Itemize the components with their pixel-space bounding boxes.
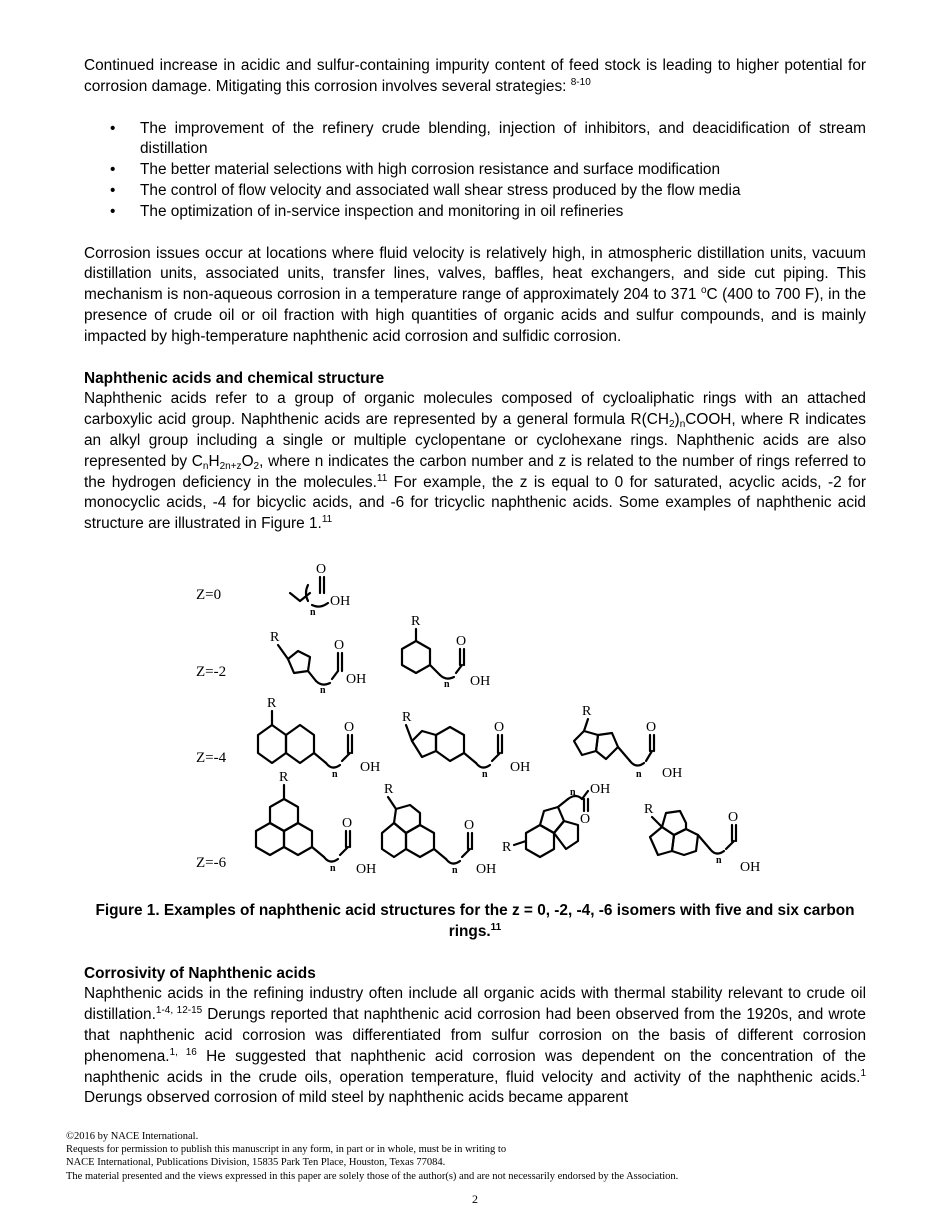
svg-text:n: n [570,786,576,798]
list-item: • The control of flow velocity and associated wall shear stress produced by the flow media [140,181,866,202]
svg-text:R: R [502,839,512,855]
molecule-z6-tricyclic-a [256,770,376,877]
svg-text:O: O [646,719,657,735]
svg-text:R: R [384,781,394,797]
strategy-list [84,119,866,223]
list-item: • The optimization of in-service inspection and monitoring in oil refineries [140,202,866,223]
svg-text:n: n [482,768,488,780]
svg-text:OH: OH [356,861,377,877]
svg-text:OH: OH [740,859,761,875]
svg-text:n: n [452,864,458,876]
svg-text:O: O [464,817,475,833]
section-heading-corrosivity: Corrosivity of Naphthenic acids [84,964,316,982]
svg-text:n: n [310,606,316,618]
section-heading-naphthenic-acids: Naphthenic acids and chemical structure [84,369,385,387]
footer-line: The material presented and the views expressed in this paper are solely those of the author(s) and are not necessarily endorsed by the Association. [66,1170,679,1182]
svg-text:n: n [332,768,338,780]
svg-text:R: R [582,703,592,719]
molecule-z4-hydrindane [402,710,530,780]
z-label: Z=-6 [196,854,227,871]
svg-text:OH: OH [346,671,367,687]
svg-text:O: O [580,811,591,827]
svg-text:n: n [636,768,642,780]
svg-text:R: R [279,769,289,785]
structure-paragraph: Naphthenic acids refer to a group of organic molecules composed of cycloaliphatic rings with an attached carboxylic acid group. Naphthenic acids are represented by a general formula $R(CH_2)_nCOOH$, where R indicates an alkyl group including a single or multiple cyclopentane or cyclohexane rings. Naphthenic acids are also represented by $C_nH_{2n+z}O_2$, where n indicates the carbon number and z is related to the number of rings referred to the hydrogen deficiency in the molecules.$^{11}$ For example, the z is equal to 0 for saturated, acyclic acids, -2 for monocyclic acids, -4 for bicyclic acids, and -6 for tricyclic naphthenic acids. Some examples of naphthenic acid structure are illustrated in Figure 1.11 [84,390,866,533]
naphthenic-acid-structures [84,555,866,891]
svg-text:OH: OH [470,673,491,689]
page-number: 2 [472,1192,478,1206]
list-item: • The better material selections with high corrosion resistance and surface modification [140,160,866,181]
svg-text:O: O [334,637,345,653]
footer-line: Requests for permission to publish this manuscript in any form, in part or in whole, must be in writing to [66,1144,507,1156]
footer-line: ©2016 by NACE International. [66,1131,199,1142]
svg-text:OH: OH [330,593,351,609]
molecule-z6-tricyclic-c [502,782,610,857]
figure-caption: Figure 1. Examples of naphthenic acid structures for the z = 0, -2, -4, -6 isomers with five and six carbon rings.$^{11}$ [95,901,855,940]
list-item: • The improvement of the refinery crude blending, injection of inhibitors, and deacidification of stream distillation [140,119,866,161]
svg-text:O: O [728,809,739,825]
z-label: Z=-2 [196,663,227,680]
figure-1-structures [84,555,866,891]
svg-text:R: R [402,709,412,725]
svg-text:OH: OH [662,765,683,781]
svg-text:O: O [316,561,327,577]
z-label: Z=0 [196,586,222,603]
molecule-z2-cyclohexane [402,614,490,690]
svg-text:O: O [456,633,467,649]
svg-text:OH: OH [360,759,381,775]
copyright-footer [66,1130,886,1183]
footer-line: NACE International, Publications Division, 15835 Park Ten Place, Houston, Texas 77084. [66,1157,446,1169]
svg-text:OH: OH [510,759,531,775]
svg-text:R: R [267,695,277,711]
svg-text:O: O [342,815,353,831]
svg-text:n: n [330,862,336,874]
svg-text:n: n [716,854,722,866]
svg-text:R: R [411,613,421,629]
svg-text:OH: OH [476,861,497,877]
svg-text:OH: OH [590,781,611,797]
molecule-z4-decalin [258,696,380,780]
molecule-z6-tricyclic-b [382,782,496,877]
molecule-z2-cyclopentane [270,630,366,696]
corrosion-paragraph: Corrosion issues occur at locations where fluid velocity is relatively high, in atmospheric distillation units, vacuum distillation units, associated units, transfer lines, valves, baffles, heat exchangers, and side cut piping. This mechanism is non-aqueous corrosion in a temperature range of approximately 204 to 371 $^o$C (400 to 700 F), in the presence of crude oil or oil fraction with high quantities of organic acids and sulfur compounds, and is mainly impacted by high-temperature naphthenic acid corrosion and sulfidic corrosion. [84,244,867,345]
page-body [84,56,866,1109]
svg-text:R: R [270,629,280,645]
svg-text:O: O [344,719,355,735]
molecule-z4-bicyclopentane [574,704,682,781]
intro-paragraph: Continued increase in acidic and sulfur-containing impurity content of feed stock is leading to higher potential for corrosion damage. Mitigating this corrosion involves several strategies: $^{8-10}$ [84,57,866,95]
svg-text:n: n [444,678,450,690]
svg-text:n: n [320,684,326,696]
citation: 8-10 [570,76,591,88]
svg-text:O: O [494,719,505,735]
z-label: Z=-4 [196,749,227,766]
molecule-z0 [290,562,350,618]
svg-text:R: R [644,801,654,817]
molecule-z6-tricyclic-d [644,802,760,875]
corrosivity-paragraph: Naphthenic acids in the refining industry often include all organic acids with thermal stability relevant to crude oil distillation.$^{1-4, 12-15}$ Derungs reported that naphthenic acid corrosion had been observed from the 1920s, and wrote that naphthenic acid corrosion was differentiated from sulfur corrosion on the basis of different corrosion phenomena.$^{1, 16}$ He suggested that naphthenic acid corrosion was dependent on the concentration of the naphthenic acids in the crude oils, operation temperature, fluid velocity and activity of the naphthenic acids.$^1$ Derungs observed corrosion of mild steel by naphthenic acids became apparent [84,985,866,1107]
